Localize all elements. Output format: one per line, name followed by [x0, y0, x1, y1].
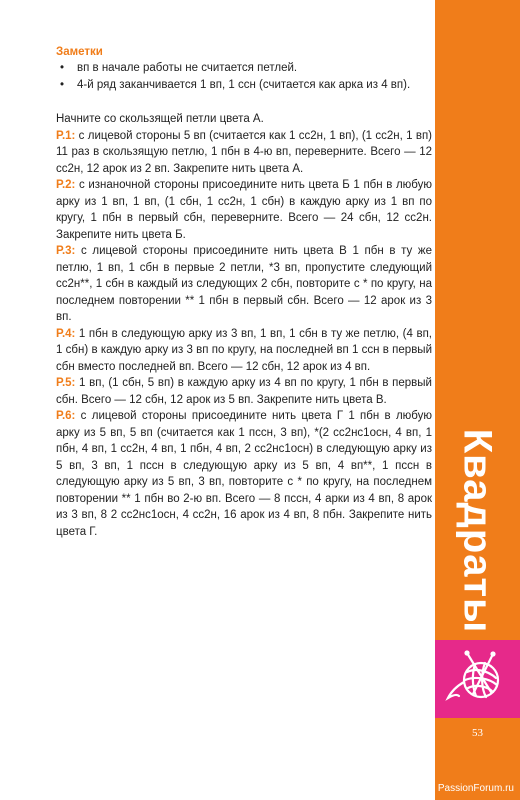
row-instruction: [56, 177, 432, 243]
page-number: 53: [472, 727, 483, 739]
row-text: с изнаночной стороны присоедините нить цвета Б 1 пбн в любую арку из 1 вп, 1 вп, (1 сбн, 1 сс2н, 1 сбн) в каждую арку из 1 вп по кругу, 1 пбн в первый сбн, переверните. Всего — 24 сбн, 12 сс2н. Закрепите нить цвета Б.: [56, 179, 432, 241]
note-text: вп в начале работы не считается петлей.: [77, 62, 298, 74]
row-text: с лицевой стороны 5 вп (считается как 1 сс2н, 1 вп), (1 сс2н, 1 вп) 11 раз в скользящую петлю, 1 пбн в 4-ю вп, переверните. Всего — 12 сс2н, 12 арок из 2 вп. Закрепите нить цвета А.: [56, 129, 432, 175]
row-instruction: [56, 408, 432, 540]
row-instruction: [56, 128, 432, 178]
row-text: с лицевой стороны присоедините нить цвета Г 1 пбн в любую арку из 5 вп, 5 вп (считается как 1 пссн, 3 вп), *(2 сс2нс1осн, 4 вп, 1 пбн, 4 вп, 1 сс2н, 4 вп, 1 пбн, 4 вп, 2 сс2нс1осн) в следующую арку из 5 вп, 3 вп, 1 пссн в следующую арку из 5 вп, 4 вп**, 1 пссн в следующую арку из 5 вп, 3 вп, повторите с * по кругу, на последнем повторении ** 1 пбн во 2-ю вп. Всего — 8 пссн, 4 арки из 4 вп, 8 арок из 3 вп, 8 2 сс2нс1осн, 4 сс2н, 16 арок из 4 вп, 8 пбн. Закрепите нить цвета Г.: [56, 410, 432, 538]
row-label: Р.4:: [56, 327, 76, 340]
main-content: [56, 46, 432, 540]
row-text: 1 вп, (1 сбн, 5 вп) в каждую арку из 4 вп по кругу, 1 пбн в первый сбн. Всего — 12 сбн, 12 арок из 5 вп. Закрепите нить цвета В.: [56, 377, 432, 406]
note-item: [56, 60, 432, 77]
row-instruction: [56, 326, 432, 376]
row-text: 1 пбн в следующую арку из 3 вп, 1 вп, 1 сбн в ту же петлю, (4 вп, 1 сбн) в каждую арку из 3 вп по кругу, на последней вп 1 ссн в первый сбн вместо последней вп. Всего — 12 сбн, 12 арок из 4 вп.: [56, 327, 432, 373]
row-label: Р.6:: [56, 410, 76, 422]
bullet-icon: •: [60, 62, 65, 74]
section-title: Квадраты: [455, 428, 500, 634]
bullet-icon: •: [60, 78, 65, 91]
row-label: Р.3:: [56, 245, 76, 257]
note-item: [56, 77, 432, 94]
row-instruction: [56, 243, 432, 326]
row-label: Р.5:: [56, 377, 76, 389]
yarn-ball-with-needles-icon: [445, 648, 510, 710]
row-label: Р.2:: [56, 179, 76, 191]
notes-list: [56, 60, 432, 93]
intro-text: Начните со скользящей петли цвета А.: [56, 113, 264, 125]
row-instruction: [56, 375, 432, 408]
notes-title: Заметки: [56, 46, 103, 58]
note-text: 4-й ряд заканчивается 1 вп, 1 ссн (считается как арка из 4 вп).: [77, 78, 411, 91]
row-label: Р.1:: [56, 129, 76, 142]
icon-box: [435, 640, 520, 718]
row-text: с лицевой стороны присоедините нить цвета В 1 пбн в ту же петлю, 1 вп, 1 сбн в первые 2 петли, *3 вп, пропустите следующий сс2н**, 1 сбн в каждый из следующих 2 сбн, повторите с * по кругу, на последнем повторении ** 1 пбн в первый сбн. Всего — 12 арок из 3 вп.: [56, 245, 432, 323]
watermark: PassionForum.ru: [437, 783, 514, 794]
